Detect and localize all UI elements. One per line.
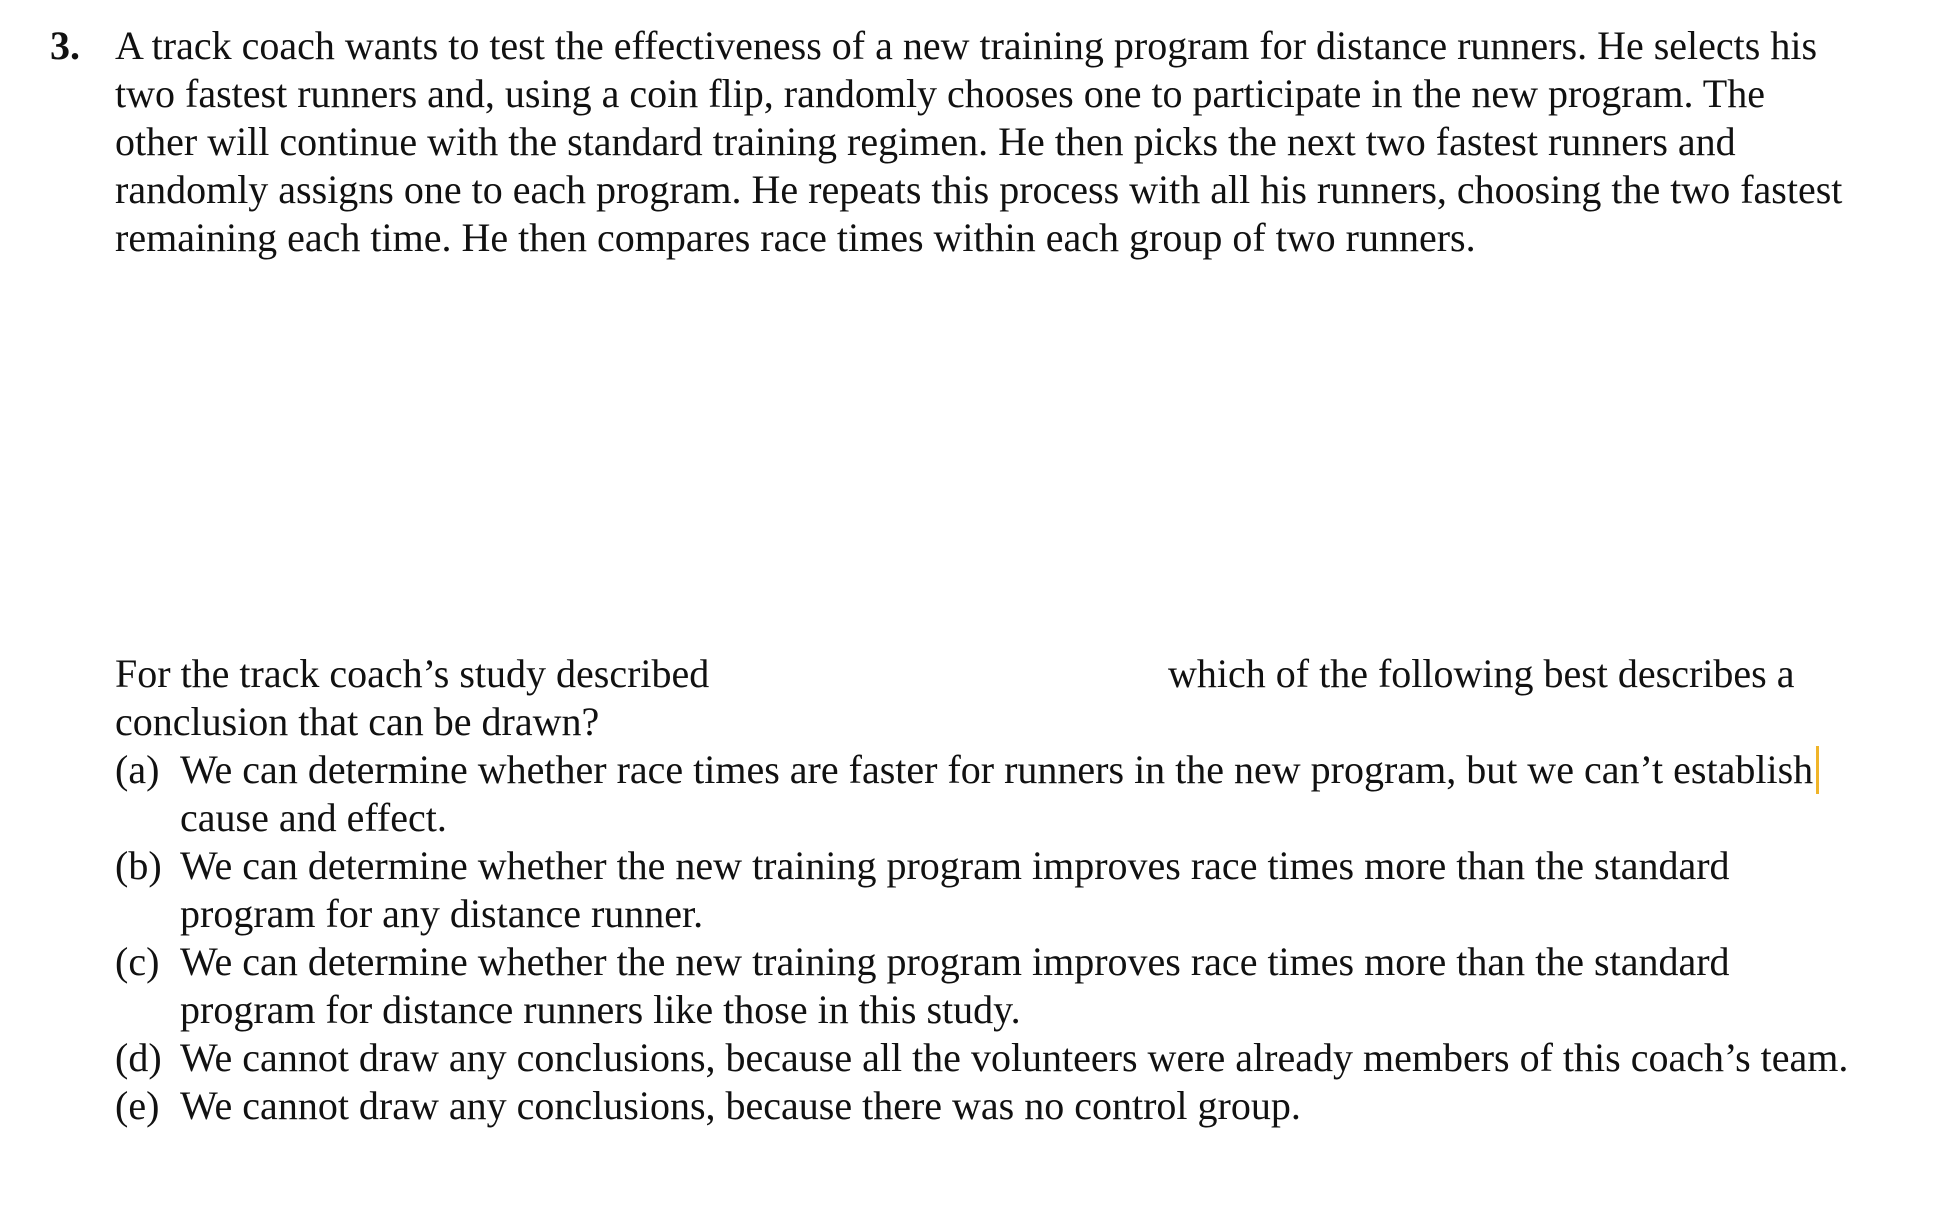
answer-choices xyxy=(115,746,1848,1130)
prompt-part-2: which of the following best describes a xyxy=(1168,651,1795,696)
choice-text-line: We can determine whether race times are faster for runners in the new program, but we can’t establish xyxy=(180,747,1814,792)
prompt-part-1: For the track coach’s study described xyxy=(115,651,710,696)
choice-text: cause and effect. xyxy=(180,795,447,840)
choice-b[interactable] xyxy=(115,842,1848,938)
choice-label: (d) xyxy=(115,1035,162,1080)
stem-line: randomly assigns one to each program. He repeats this process with all his runners, choosing the two fastest xyxy=(115,167,1843,212)
choice-text: We can determine whether the new training program improves race times more than the standard xyxy=(180,939,1730,984)
choice-label: (a) xyxy=(115,747,160,792)
choice-a[interactable] xyxy=(115,746,1848,842)
choice-label: (c) xyxy=(115,939,160,984)
choice-label: (b) xyxy=(115,843,162,888)
choice-text xyxy=(180,746,1848,794)
question-stem xyxy=(115,22,1945,262)
stem-line: other will continue with the standard training regimen. He then picks the next two fastest runners and xyxy=(115,119,1736,164)
choice-d[interactable] xyxy=(115,1034,1848,1082)
stem-line: A track coach wants to test the effectiveness of a new training program for distance runners. He selects his xyxy=(115,23,1818,68)
prompt-line-2: conclusion that can be drawn? xyxy=(115,699,600,744)
choice-text: program for distance runners like those in this study. xyxy=(180,987,1021,1032)
choice-c[interactable] xyxy=(115,938,1848,1034)
choice-text: We cannot draw any conclusions, because all the volunteers were already members of this coach’s team. xyxy=(180,1035,1849,1080)
stem-line: two fastest runners and, using a coin flip, randomly chooses one to participate in the new program. The xyxy=(115,71,1765,116)
stem-line: remaining each time. He then compares race times within each group of two runners. xyxy=(115,215,1476,260)
choice-e[interactable] xyxy=(115,1082,1848,1130)
question-number: 3. xyxy=(50,23,80,68)
text-cursor xyxy=(1816,746,1819,794)
choice-label: (e) xyxy=(115,1083,160,1128)
choice-text: We cannot draw any conclusions, because there was no control group. xyxy=(180,1083,1301,1128)
choice-text: We can determine whether the new training program improves race times more than the standard xyxy=(180,843,1730,888)
choice-text: program for any distance runner. xyxy=(180,891,704,936)
